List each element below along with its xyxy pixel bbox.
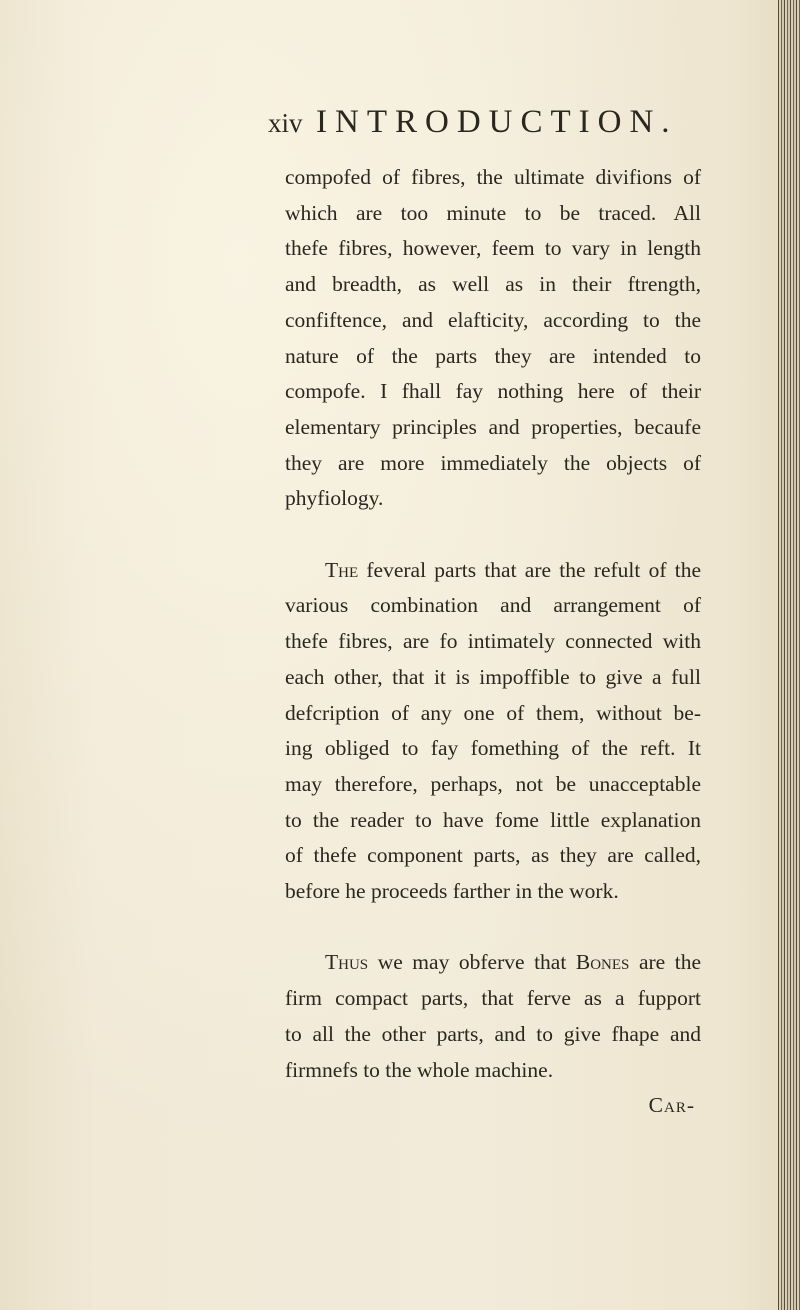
lead-word: The — [325, 557, 359, 582]
text-line: which are too minute to be traced. All — [285, 200, 701, 225]
term-bones: Bones — [575, 950, 630, 975]
paragraph-3 — [285, 945, 701, 1088]
text-line — [285, 553, 701, 589]
page-number: xiv — [268, 108, 303, 138]
paragraph-2 — [285, 553, 701, 910]
page-edge — [778, 0, 800, 1310]
text-line: firmnefs to the whole machine. — [285, 1057, 554, 1082]
text-line: to all the other parts, and to give fhape and — [285, 1021, 701, 1046]
text-line: confiftence, and elafticity, according to the — [285, 307, 701, 332]
text-line: defcription of any one of them, without be- — [285, 700, 701, 725]
text-line: may therefore, perhaps, not be unacceptable — [285, 771, 701, 796]
text-line: phyfiology. — [285, 486, 384, 511]
line-text: we may obferve that — [368, 950, 576, 975]
text-line: ing obliged to fay fomething of the reft. It — [285, 736, 701, 761]
chapter-title: INTRODUCTION. — [316, 104, 678, 140]
text-line: firm compact parts, that ferve as a fupport — [285, 986, 701, 1011]
body-text — [285, 160, 701, 1124]
text-line: they are more immediately the objects of — [285, 450, 701, 475]
text-line: thefe fibres, however, feem to vary in length — [285, 236, 701, 261]
text-line: each other, that it is impoffible to give a full — [285, 664, 701, 689]
text-line: nature of the parts they are intended to — [285, 343, 701, 368]
text-line: thefe fibres, are fo intimately connected with — [285, 629, 701, 654]
text-line: and breadth, as well as in their ftrength, — [285, 272, 701, 297]
text-line: to the reader to have fome little explanation — [285, 807, 701, 832]
text-line: before he proceeds farther in the work. — [285, 879, 619, 904]
paragraph-gap — [285, 910, 701, 946]
text-line: of thefe component parts, as they are called, — [285, 843, 701, 868]
lead-word: Thus — [325, 950, 369, 975]
line-text: feveral parts that are the refult of the — [358, 557, 701, 582]
text-line: compofed of fibres, the ultimate divifions of — [285, 165, 701, 189]
text-line: elementary principles and properties, becaufe — [285, 414, 701, 439]
text-line — [285, 945, 701, 981]
line-text: are the — [629, 950, 702, 975]
text-line: various combination and arrangement of — [285, 593, 701, 618]
paragraph-gap — [285, 517, 701, 553]
text-line: compofe. I fhall fay nothing here of their — [285, 379, 701, 404]
paragraph-1 — [285, 160, 701, 517]
catchword: Car- — [648, 1093, 695, 1118]
